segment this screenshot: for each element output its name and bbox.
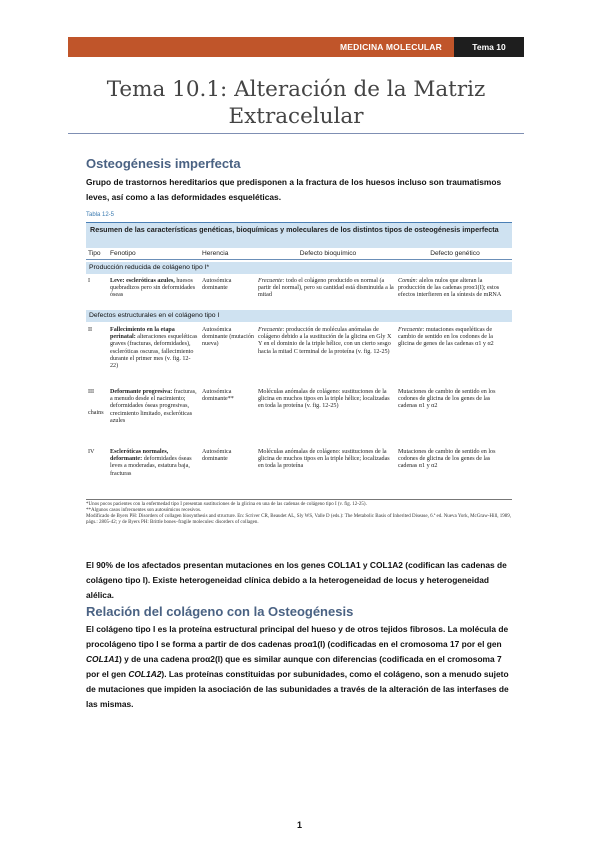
cell-defecto-bioquimico: Moléculas anómalas de colágeno: sustituciones de la glicina en muchos tipos en la triple hélice; localizadas en toda la proteína (v. fig. 12-25) xyxy=(258,389,390,410)
cell-herencia: Autosómica dominante** xyxy=(202,389,234,403)
cell-tipo: IV xyxy=(88,449,95,455)
header-herencia: Herencia xyxy=(202,250,229,257)
genetics-table-figure xyxy=(86,212,512,526)
collagen-heading: Relación del colágeno con la Osteogénesis xyxy=(86,604,354,619)
gene-col1a1: COL1A1 xyxy=(86,654,120,664)
header-tipo: Tipo xyxy=(88,250,101,257)
table-header-row xyxy=(86,248,512,260)
table-footnotes xyxy=(86,499,512,526)
cell-defecto-bioquimico: Frecuente: producción de moléculas anómalas de colágeno debido a la sustitución de la glicina en Gly X Y en el dominio de la triple hélice, con un cierto sesgo hacia la mitad C terminal de la proteína (v. fig. 12-25) xyxy=(258,327,392,355)
footnote-1: *Unos pocos pacientes con la enfermedad tipo I presentan sustituciones de la glicina en una de las cadenas de colágeno tipo I (v. fig. 12-25). xyxy=(86,502,367,507)
cell-fenotipo: Deformante progresiva: fracturas, a menudo desde el nacimiento; deformidades óseas progresivas, crecimiento limitado, escleróticas azules xyxy=(110,389,197,424)
cell-herencia: Autosómica dominante xyxy=(202,449,232,463)
header-topic: Tema 10 xyxy=(454,37,524,57)
table-title: Resumen de las características genéticas, bioquímicas y moleculares de los distintos tipos de osteogénesis imperfecta xyxy=(86,222,512,248)
page-number: 1 xyxy=(296,820,302,830)
table-row xyxy=(86,449,512,493)
cell-defecto-bioquimico: Frecuente: todo el colágeno producido es normal (a partir del normal), pero su cantidad está disminuida a la mitad xyxy=(258,278,394,299)
cell-defecto-genetico: Común: alelos nulos que alteran la producción de las cadenas proα1(I); estos efectos interfieren en la síntesis de mRNA xyxy=(398,278,502,299)
table-section-reduced: Producción reducida de colágeno tipo I* xyxy=(86,262,512,274)
header-fenotipo: Fenotipo xyxy=(110,250,136,257)
footnote-2: **Algunos casos infrecuentes son autosómicos recesivos. xyxy=(86,508,202,513)
table-section-structural: Defectos estructurales en el colágeno tipo I xyxy=(86,310,512,322)
gene-col1a2: COL1A2 xyxy=(128,669,162,679)
cell-fenotipo: Escleróticas normales, deformante: deformidades óseas leves a moderadas, estatura baja, fracturas xyxy=(110,449,192,477)
title-line-2: Extracelular xyxy=(228,104,364,129)
cell-herencia: Autosómica dominante xyxy=(202,278,232,292)
cell-fenotipo: Fallecimiento en la etapa perinatal: alteraciones esqueléticas graves (fracturas, deformidades), escleróticas oscuras, fallecimiento durante el primer mes (v. fig. 12-22) xyxy=(110,327,198,370)
table-label: Tabla 12-5 xyxy=(86,212,115,218)
title-rule xyxy=(68,133,524,134)
collagen-paragraph: El colágeno tipo I es la proteína estructural principal del hueso y de otros tejidos fibrosos. La molécula de procolágeno tipo I se forma a partir de dos cadenas proα1(I) (codificadas en el cromosoma 17 por el gen COL1A1) y de una cadena proα2(I) que es similar aunque con diferencias (codificada en el cromosoma 7 por el gen COL1A2). Las proteínas constituidas por subunidades, como el colágeno, son a menudo sujeto de mutaciones que impiden la asociación de las subunidades a través de la alteración de las interfases de las mismas. xyxy=(86,624,509,709)
page-title xyxy=(68,76,524,130)
cell-defecto-genetico: Mutaciones de cambio de sentido en los codones de glicina de los genes de las cadenas α1 y α2 xyxy=(398,389,496,410)
cell-herencia: Autosómica dominante (mutación nueva) xyxy=(202,327,254,348)
oi-intro: Grupo de trastornos hereditarios que predisponen a la fractura de los huesos incluso son traumatismos leves, así como a las deformidades esqueléticas. xyxy=(86,177,502,202)
footnote-source: Modificado de Byers PH: Disorders of collagen biosynthesis and structure. En: Scriver CR, Beaudet AL, Sly WS, Valle D (eds.): The Metabolic Basis of Inherited Disease, 6.ª ed. Nueva York, McGraw-Hill, 1989, págs.: 2805-42; y de Byers PH: Brittle bones–fragile molecules: disorders of collagen. xyxy=(86,514,512,525)
header-defecto-genetico: Defecto genético xyxy=(430,250,480,257)
table-row xyxy=(86,278,512,310)
title-line-1: Tema 10.1: Alteración de la Matriz xyxy=(106,77,486,102)
oi-after-table: El 90% de los afectados presentan mutaciones en los genes COL1A1 y COL1A2 (codifican las cadenas de colágeno tipo I). Existe heterogeneidad clínica debido a la heterogeneidad de locus y heterogeneidad alélica. xyxy=(86,560,507,600)
cell-tipo: III chains xyxy=(88,389,104,417)
header-defecto-bioquimico: Defecto bioquímico xyxy=(299,250,357,257)
cell-defecto-bioquimico: Moléculas anómalas de colágeno: sustituciones de la glicina de muchos tipos en la triple hélice; localizadas en toda la proteína xyxy=(258,449,390,470)
cell-tipo: I xyxy=(88,278,91,284)
table-row xyxy=(86,389,512,449)
cell-tipo: II xyxy=(88,327,93,333)
cell-defecto-genetico: Mutaciones de cambio de sentido en los codones de glicina de los genes de las cadenas α1 y α2 xyxy=(398,449,496,470)
header-course: MEDICINA MOLECULAR xyxy=(68,37,454,57)
cell-defecto-genetico: Frecuente: mutaciones esqueléticas de cambio de sentido en los codones de la glicina de genes de las cadenas α1 y α2 xyxy=(398,327,494,348)
cell-fenotipo: Leve: escleróticas azules, huesos quebradizos pero sin deformidades óseas xyxy=(110,278,196,299)
oi-heading: Osteogénesis imperfecta xyxy=(86,156,241,171)
table-row xyxy=(86,327,512,389)
page-header xyxy=(68,37,524,57)
